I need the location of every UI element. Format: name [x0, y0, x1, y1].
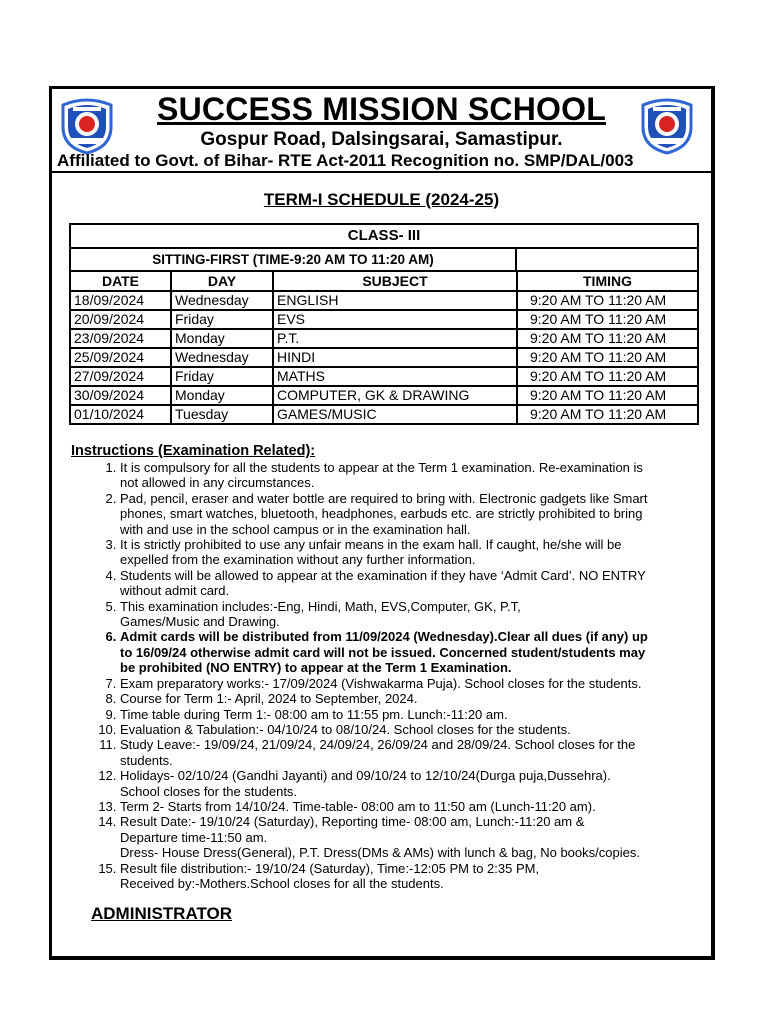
- instruction-line: 7. Exam preparatory works:- 17/09/2024 (Vishwakarma Puja). School closes for the students.: [120, 675, 642, 691]
- instruction-line: 6. Admit cards will be distributed from 11/09/2024 (Wednesday).Clear all dues (if any) up: [120, 629, 648, 645]
- day-cell: Friday: [171, 310, 273, 329]
- column-header-timing: TIMING: [517, 272, 697, 291]
- date-cell: 30/09/2024: [71, 386, 171, 405]
- column-header-date: DATE: [71, 272, 171, 291]
- instruction-line: 3. It is strictly prohibited to use any unfair means in the exam hall. If caught, he/she will be: [120, 537, 622, 553]
- instruction-line: 5. This examination includes:-Eng, Hindi, Math, EVS,Computer, GK, P.T,: [120, 598, 521, 614]
- instruction-line: 10. Evaluation & Tabulation:- 04/10/24 to 08/10/24. School closes for the students.: [120, 721, 571, 737]
- instruction-line: 2. Pad, pencil, eraser and water bottle are required to bring with. Electronic gadgets like Smart: [120, 490, 648, 506]
- instruction-item: [120, 814, 724, 860]
- timetable: [71, 272, 697, 423]
- day-cell: Wednesday: [171, 348, 273, 367]
- school-header: [52, 89, 711, 173]
- instruction-item: [120, 768, 724, 799]
- instruction-item: [120, 707, 724, 722]
- instruction-line: 15. Result file distribution:- 19/10/24 (Saturday), Time:-12:05 PM to 2:35 PM,: [120, 860, 540, 876]
- day-cell: Friday: [171, 367, 273, 386]
- instruction-line: Dress- House Dress(General), P.T. Dress(DMs & AMs) with lunch & bag, No books/copies.: [120, 845, 640, 861]
- timing-cell: 9:20 AM TO 11:20 AM: [517, 329, 697, 348]
- sitting-row: [71, 249, 697, 272]
- class-label: CLASS- III: [71, 225, 697, 249]
- instruction-line: 1. It is compulsory for all the students to appear at the Term 1 examination. Re-examination is: [120, 460, 643, 475]
- subject-cell: ENGLISH: [273, 291, 517, 310]
- instruction-line: Games/Music and Drawing.: [120, 614, 280, 630]
- instruction-line: without admit card.: [120, 583, 230, 599]
- date-cell: 25/09/2024: [71, 348, 171, 367]
- instruction-line: be prohibited (NO ENTRY) to appear at the Term 1 Examination.: [120, 660, 512, 676]
- subject-cell: P.T.: [273, 329, 517, 348]
- table-header-row: [71, 272, 697, 291]
- subject-cell: GAMES/MUSIC: [273, 405, 517, 423]
- instruction-line: Departure time-11:50 am.: [120, 829, 268, 845]
- signature-administrator: ADMINISTRATOR: [91, 904, 233, 923]
- instruction-item: [120, 491, 724, 537]
- date-cell: 18/09/2024: [71, 291, 171, 310]
- day-cell: Monday: [171, 329, 273, 348]
- instruction-line: not allowed in any circumstances.: [120, 475, 315, 491]
- table-row: [71, 405, 697, 423]
- day-cell: Monday: [171, 386, 273, 405]
- instruction-line: 14. Result Date:- 19/10/24 (Saturday), Reporting time- 08:00 am, Lunch:-11:20 am &: [120, 814, 585, 830]
- document-frame: [49, 86, 715, 960]
- school-crest-icon: [639, 97, 695, 155]
- instruction-item: [120, 629, 724, 675]
- date-cell: 01/10/2024: [71, 405, 171, 423]
- instruction-line: 12. Holidays- 02/10/24 (Gandhi Jayanti) and 09/10/24 to 12/10/24(Durga puja,Dussehra).: [120, 768, 611, 784]
- instruction-item: [120, 799, 724, 814]
- date-cell: 27/09/2024: [71, 367, 171, 386]
- date-cell: 20/09/2024: [71, 310, 171, 329]
- school-name: SUCCESS MISSION SCHOOL: [157, 91, 606, 127]
- instruction-line: 11. Study Leave:- 19/09/24, 21/09/24, 24/09/24, 26/09/24 and 28/09/24. School closes for the: [120, 737, 636, 753]
- instruction-line: 9. Time table during Term 1:- 08:00 am to 11:55 pm. Lunch:-11:20 am.: [120, 706, 508, 722]
- instruction-line: 4. Students will be allowed to appear at the examination if they have ‘Admit Card’. NO ENTRY: [120, 567, 646, 583]
- affiliation-line: Affiliated to Govt. of Bihar- RTE Act-2011 Recognition no. SMP/DAL/003: [57, 151, 634, 170]
- sitting-blank-cell: [517, 249, 697, 270]
- day-cell: Wednesday: [171, 291, 273, 310]
- timing-cell: 9:20 AM TO 11:20 AM: [517, 348, 697, 367]
- term-title: TERM-I SCHEDULE (2024-25): [263, 190, 500, 209]
- timing-cell: 9:20 AM TO 11:20 AM: [517, 291, 697, 310]
- instruction-item: [120, 737, 724, 768]
- subject-cell: COMPUTER, GK & DRAWING: [273, 386, 517, 405]
- instruction-item: [120, 599, 724, 630]
- instruction-item: [120, 537, 724, 568]
- instructions-heading: Instructions (Examination Related):: [71, 443, 316, 459]
- schedule-table: [69, 223, 699, 425]
- instruction-line: 13. Term 2- Starts from 14/10/24. Time-table- 08:00 am to 11:50 am (Lunch-11:20 am).: [120, 798, 596, 814]
- sitting-label: SITTING-FIRST (TIME-9:20 AM TO 11:20 AM): [71, 249, 517, 270]
- subject-cell: MATHS: [273, 367, 517, 386]
- instruction-line: with and use in the school campus or in the examination hall.: [120, 521, 471, 537]
- instruction-item: [120, 568, 724, 599]
- date-cell: 23/09/2024: [71, 329, 171, 348]
- timing-cell: 9:20 AM TO 11:20 AM: [517, 310, 697, 329]
- instruction-line: Received by:-Mothers.School closes for all the students.: [120, 875, 444, 891]
- subject-cell: EVS: [273, 310, 517, 329]
- instruction-line: 8. Course for Term 1:- April, 2024 to September, 2024.: [120, 691, 418, 707]
- instructions-list: [98, 460, 724, 891]
- table-row: [71, 348, 697, 367]
- timing-cell: 9:20 AM TO 11:20 AM: [517, 367, 697, 386]
- instruction-item: [120, 460, 724, 491]
- instruction-line: expelled from the examination without any further information.: [120, 552, 476, 568]
- instruction-item: [120, 676, 724, 691]
- table-row: [71, 291, 697, 310]
- instruction-item: [120, 722, 724, 737]
- instruction-line: to 16/09/24 otherwise admit card will not be issued. Concerned student/students may: [120, 644, 646, 660]
- table-row: [71, 329, 697, 348]
- day-cell: Tuesday: [171, 405, 273, 423]
- instruction-line: phones, smart watches, bluetooth, headphones, earbuds etc. are strictly prohibited to bring: [120, 506, 643, 522]
- timing-cell: 9:20 AM TO 11:20 AM: [517, 386, 697, 405]
- timing-cell: 9:20 AM TO 11:20 AM: [530, 406, 667, 422]
- table-row: [71, 310, 697, 329]
- instruction-line: students.: [120, 752, 173, 768]
- table-row: [71, 386, 697, 405]
- column-header-day: DAY: [171, 272, 273, 291]
- instruction-line: School closes for the students.: [120, 783, 298, 799]
- column-header-subject: SUBJECT: [273, 272, 517, 291]
- school-address: Gospur Road, Dalsingsarai, Samastipur.: [200, 129, 563, 150]
- subject-cell: HINDI: [273, 348, 517, 367]
- instruction-item: [120, 861, 724, 892]
- table-row: [71, 367, 697, 386]
- instruction-item: [120, 691, 724, 706]
